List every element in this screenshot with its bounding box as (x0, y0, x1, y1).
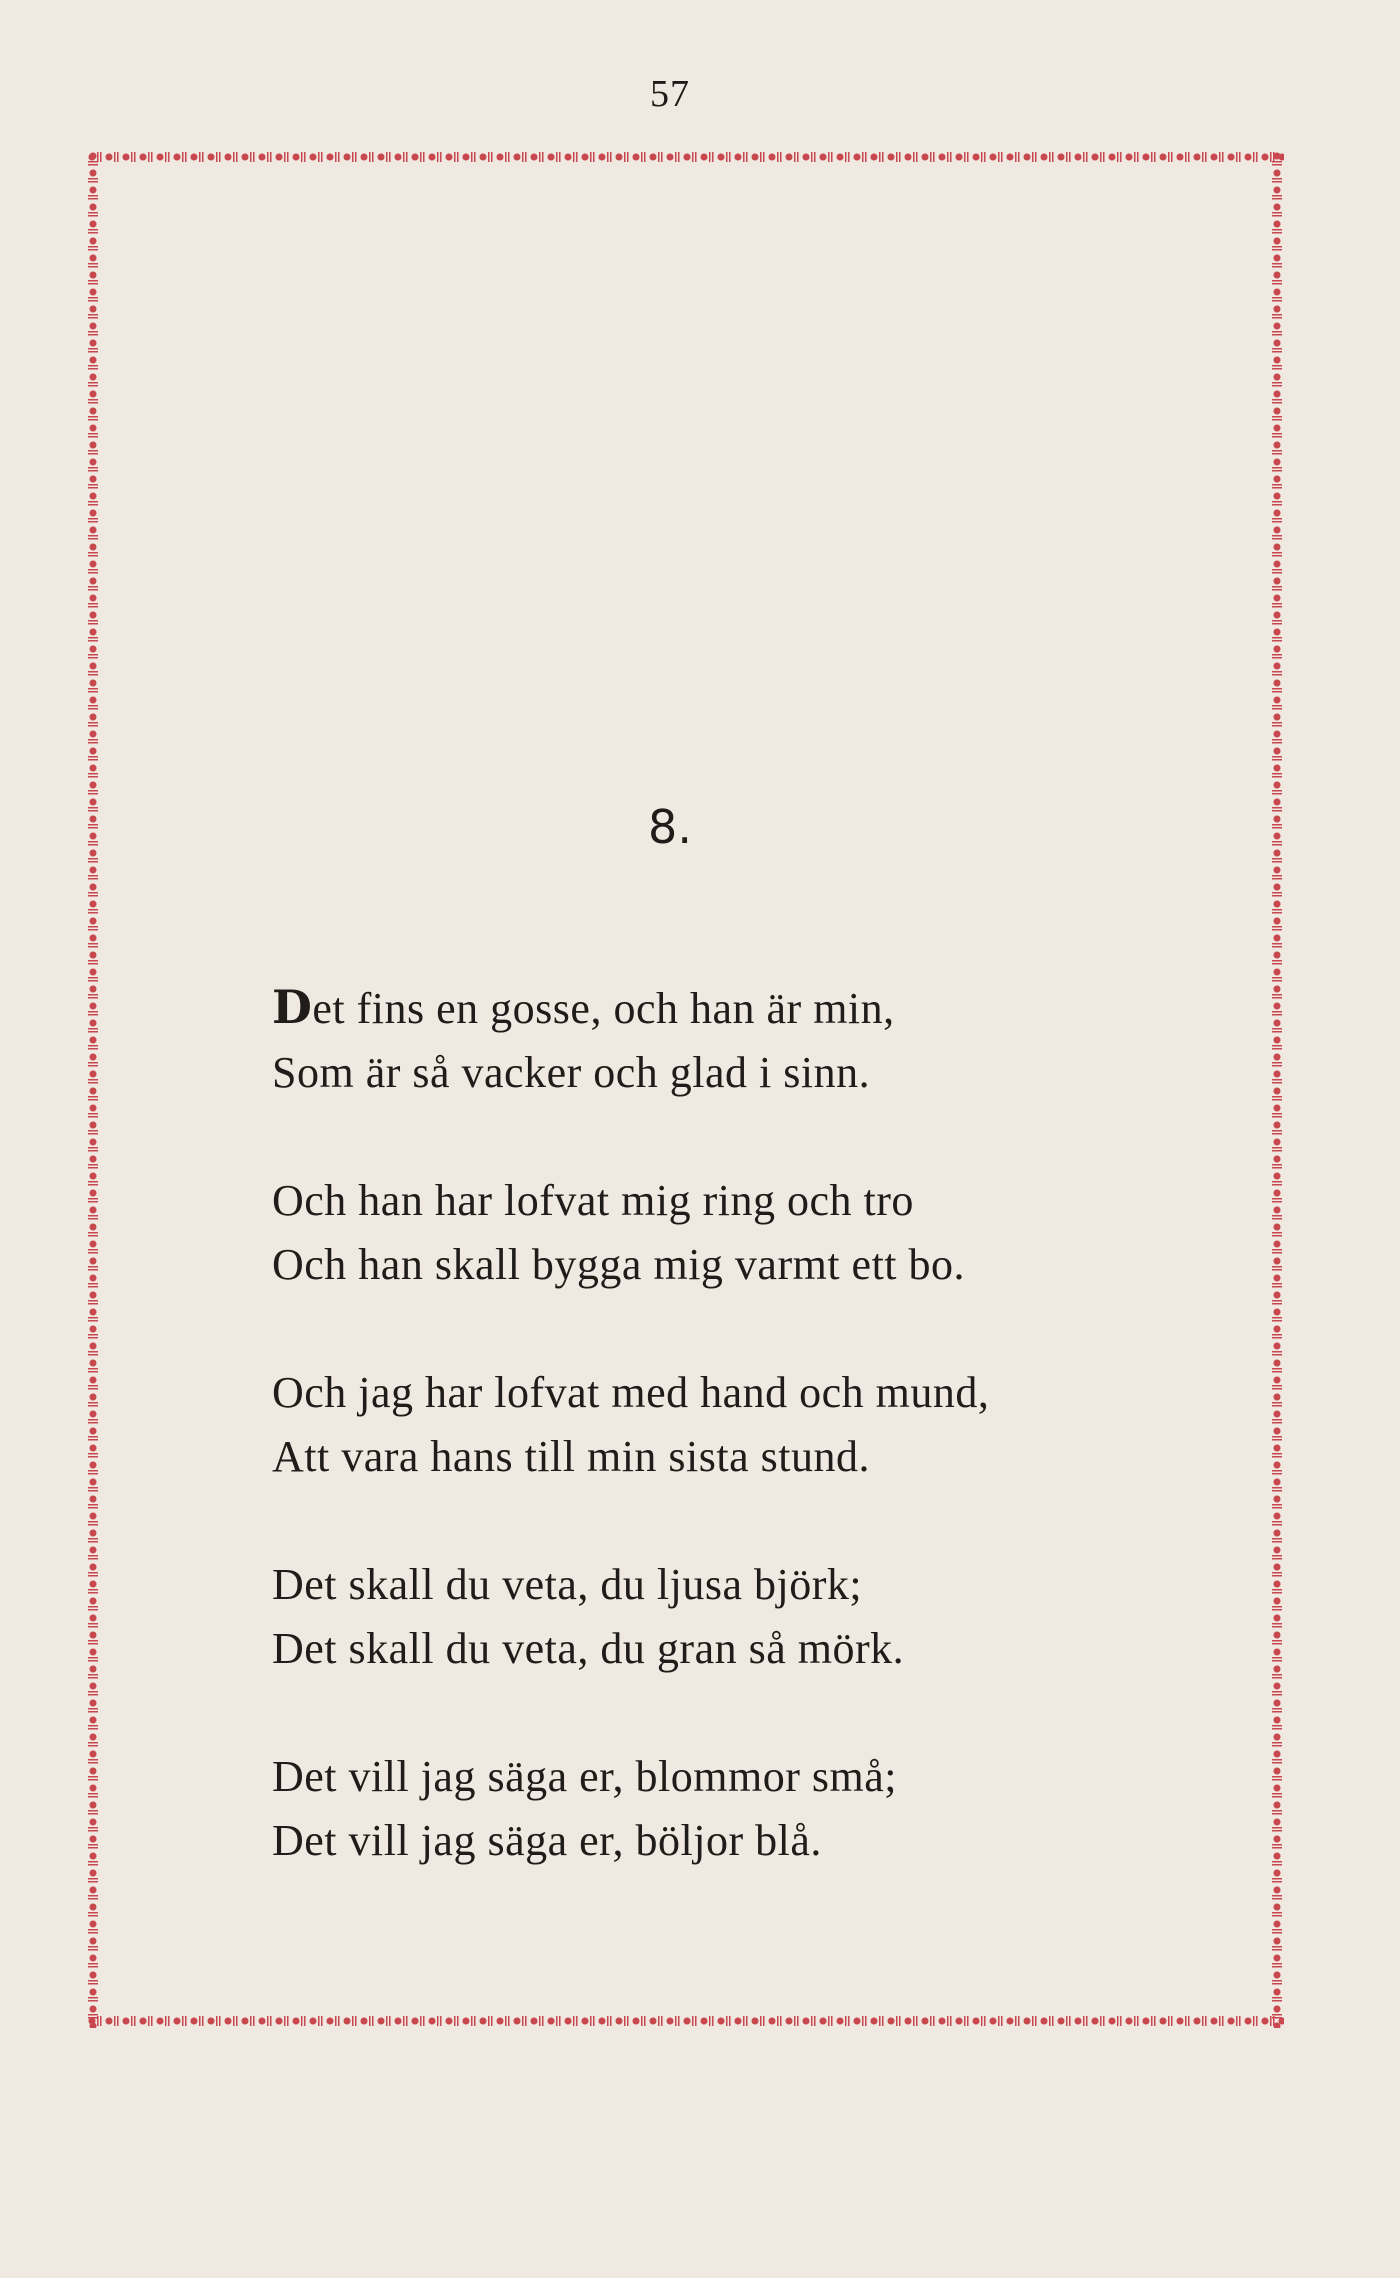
poem-line: Det vill jag säga er, böljor blå. (272, 1816, 822, 1865)
stanza-4 (272, 1553, 1172, 1681)
page-number: 57 (650, 73, 690, 115)
poem-line-text: et fins en gosse, och han är min, (312, 984, 895, 1033)
poem-line: Det vill jag säga er, blommor små; (272, 1752, 897, 1801)
poem-line: Det skall du veta, du gran så mörk. (272, 1624, 905, 1673)
poem-body (272, 975, 1172, 1937)
poem-line: Som är så vacker och glad i sinn. (272, 1048, 871, 1097)
stanza-5 (272, 1745, 1172, 1873)
decorated-initial: D (272, 980, 313, 1034)
border-left (86, 150, 100, 2028)
border-bottom (86, 2014, 1284, 2028)
poem-line: Att vara hans till min sista stund. (272, 1432, 871, 1481)
poem-line (272, 975, 1172, 1041)
poem-line: Det skall du veta, du ljusa björk; (272, 1560, 863, 1609)
stanza-1 (272, 975, 1172, 1105)
stanza-2 (272, 1169, 1172, 1297)
border-top (86, 150, 1284, 164)
stanza-3 (272, 1361, 1172, 1489)
poem-line: Och han skall bygga mig varmt ett bo. (272, 1240, 966, 1289)
poem-number: 8. (648, 800, 692, 854)
poem-line: Och han har lofvat mig ring och tro (272, 1176, 914, 1225)
poem-line: Och jag har lofvat med hand och mund, (272, 1368, 990, 1417)
border-right (1270, 150, 1284, 2028)
